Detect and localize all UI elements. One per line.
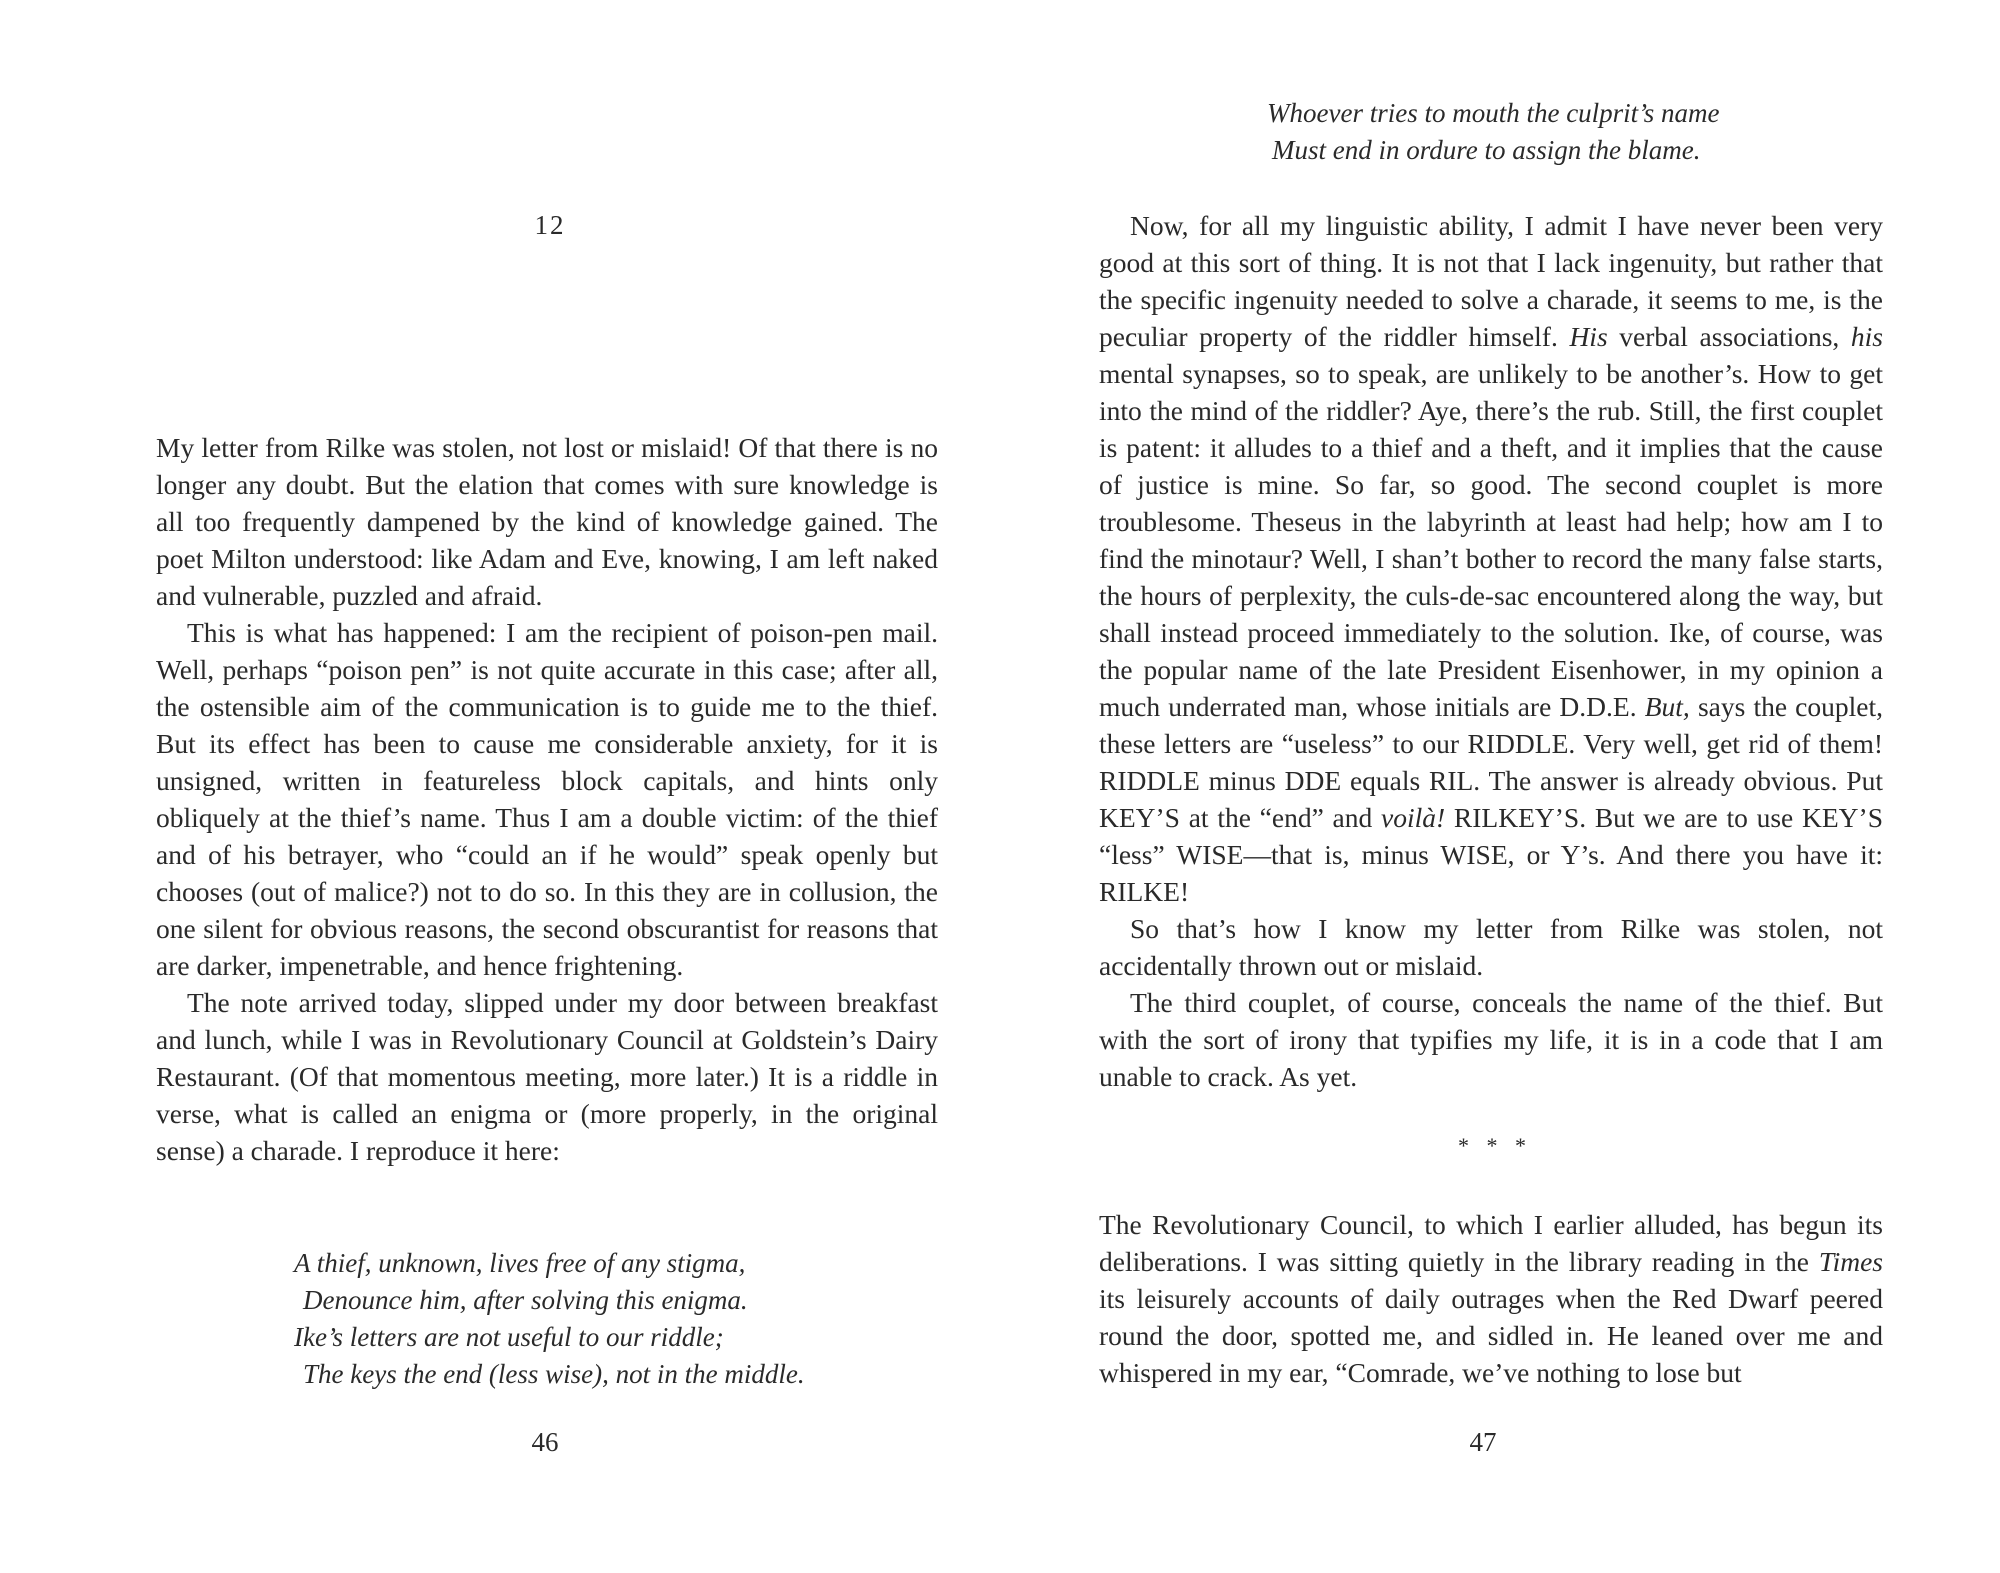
right-body-text	[1099, 207, 1883, 1095]
riddle-verse	[294, 1245, 805, 1393]
paragraph: The note arrived today, slipped under my door between breakfast and lunch, while I was in Revolutionary Council at Goldstein’s Dairy Restaurant. (Of that momentous meeting, more later.) It is a riddle in verse, what is called an enigma or (more properly, in the original sense) a charade. I reproduce it here:	[156, 987, 938, 1166]
paragraph: Now, for all my linguistic ability, I admit I have never been very good at this sort of thing. It is not that I lack ingenuity, but rather that the specific ingenuity needed to solve a charade, it seems to me, is the peculiar property of the riddler himself. His verbal associations, his mental synapses, so to speak, are unlikely to be another’s. How to get into the mind of the riddler? Aye, there’s the rub. Still, the first couplet is patent: it alludes to a thief and a theft, and it implies that the cause of justice is mine. So far, so good. The second couplet is more troublesome. Theseus in the labyrinth at least had help; how am I to find the minotaur? Well, I shan’t bother to record the many false starts, the hours of perplexity, the culs-de-sac encountered along the way, but shall instead proceed immediately to the solution. Ike, of course, was the popular name of the late President Eisenhower, in my opinion a much underrated man, whose initials are D.D.E. But, says the couplet, these letters are “useless” to our RIDDLE. Very well, get rid of them! RIDDLE minus DDE equals RIL. The answer is already obvious. Put KEY’S at the “end” and voilà! RILKEY’S. But we are to use KEY’S “less” WISE—that is, minus WISE, or Y’s. And there you have it: RILKE!	[1099, 210, 1883, 907]
paragraph: The third couplet, of course, conceals the name of the thief. But with the sort of irony that typifies my life, it is in a code that I am unable to crack. As yet.	[1099, 987, 1883, 1092]
left-body-text	[156, 429, 938, 1169]
chapter-number: 12	[534, 210, 566, 240]
paragraph: So that’s how I know my letter from Rilke was stolen, not accidentally thrown out or mislaid.	[1099, 913, 1883, 981]
verse-line: Denounce him, after solving this enigma.	[303, 1285, 748, 1315]
page-number: 47	[1469, 1427, 1497, 1457]
right-body-text-2	[1099, 1206, 1883, 1391]
verse-line: Ike’s letters are not useful to our riddle;	[294, 1322, 724, 1352]
verse-line: Must end in ordure to assign the blame.	[1272, 135, 1701, 165]
riddle-verse-continued	[1267, 95, 1719, 169]
paragraph: This is what has happened: I am the recipient of poison-pen mail. Well, perhaps “poison pen” is not quite accurate in this case; after all, the ostensible aim of the communication is to guide me to the thief. But its effect has been to cause me considerable anxiety, for it is unsigned, written in featureless block capitals, and hints only obliquely at the thief’s name. Thus I am a double victim: of the thief and of his betrayer, who “could an if he would” speak openly but chooses (out of malice?) not to do so. In this they are in collusion, the one silent for obvious reasons, the second obscurantist for reasons that are darker, impenetrable, and hence frightening.	[156, 617, 938, 981]
section-break: * * *	[1458, 1133, 1532, 1158]
verse-line: A thief, unknown, lives free of any stigma,	[294, 1248, 746, 1278]
right-page	[1000, 0, 2000, 1573]
verse-line: Whoever tries to mouth the culprit’s name	[1267, 98, 1720, 128]
paragraph: My letter from Rilke was stolen, not lost or mislaid! Of that there is no longer any doubt. But the elation that comes with sure knowledge is all too frequently dampened by the kind of knowledge gained. The poet Milton understood: like Adam and Eve, knowing, I am left naked and vulnerable, puzzled and afraid.	[156, 432, 938, 611]
verse-line: The keys the end (less wise), not in the middle.	[303, 1359, 805, 1389]
paragraph: The Revolutionary Council, to which I earlier alluded, has begun its deliberations. I was sitting quietly in the library reading in the Times its leisurely accounts of daily outrages when the Red Dwarf peered round the door, spotted me, and sidled in. He leaned over me and whispered in my ear, “Comrade, we’ve nothing to lose but	[1099, 1209, 1883, 1388]
page-number: 46	[531, 1427, 559, 1457]
